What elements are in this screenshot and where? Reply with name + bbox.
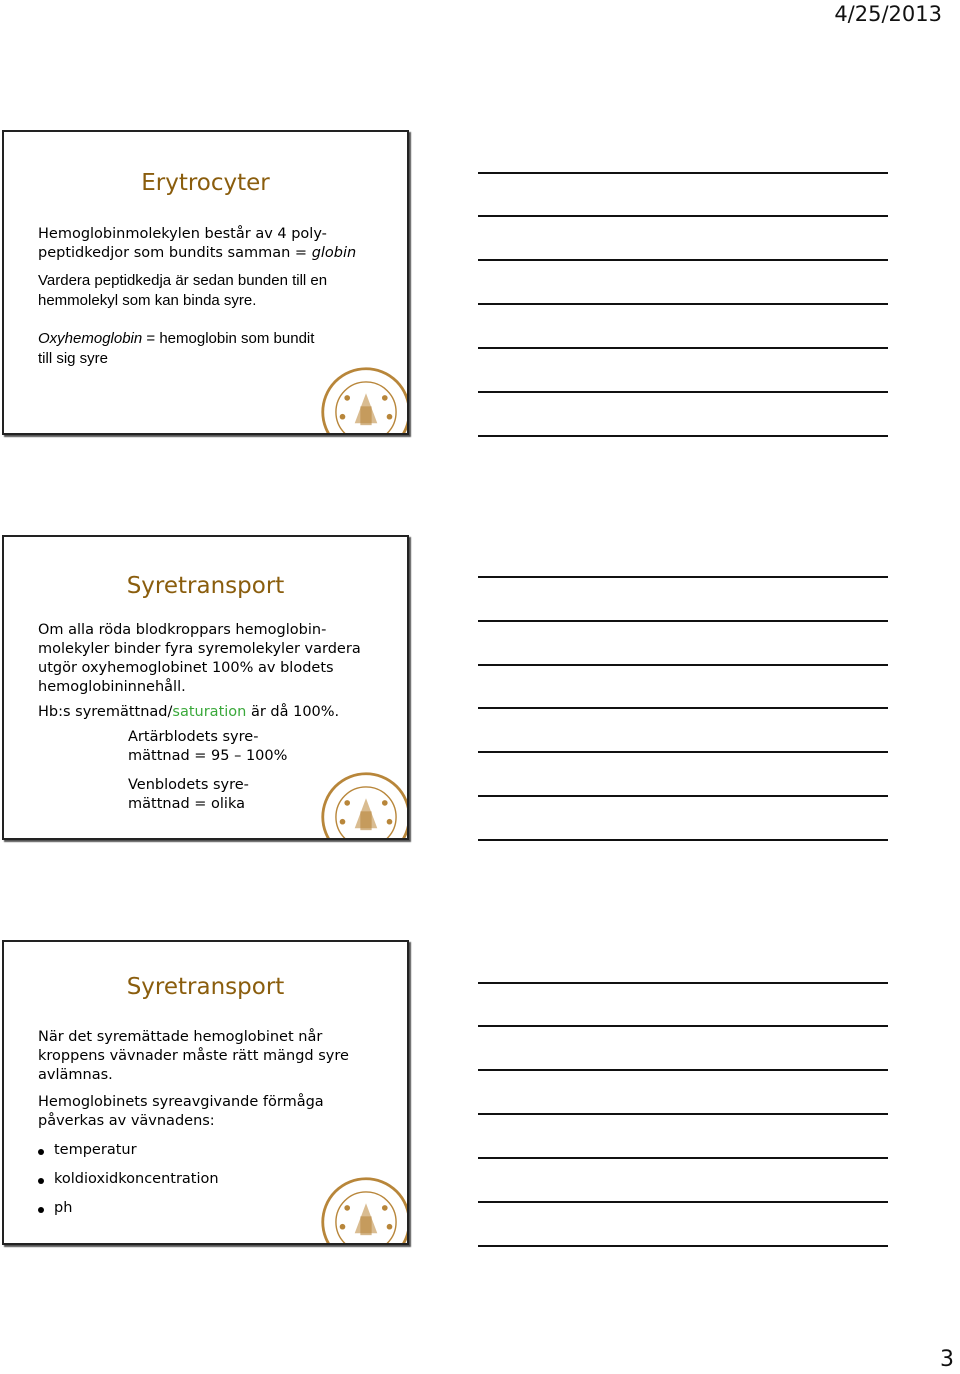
university-seal-logo bbox=[319, 365, 409, 435]
text-line: mättnad = olika bbox=[128, 796, 245, 812]
text-line: Om alla röda blodkroppars hemoglobin- bbox=[38, 622, 327, 638]
note-line bbox=[478, 795, 888, 797]
text-line: molekyler binder fyra syremolekyler vardera bbox=[38, 641, 361, 657]
text-line: Venblodets syre- bbox=[128, 777, 249, 793]
note-line bbox=[478, 576, 888, 578]
highlight-text: saturation bbox=[172, 704, 247, 720]
note-line bbox=[478, 1201, 888, 1203]
note-line bbox=[478, 259, 888, 261]
bullet-icon bbox=[38, 1207, 44, 1213]
note-line bbox=[478, 1113, 888, 1115]
note-line bbox=[478, 1245, 888, 1247]
text-line: Hemoglobinets syreavgivande förmåga bbox=[38, 1094, 324, 1110]
text-line: peptidkedjor som bundits samman = bbox=[38, 245, 312, 261]
text-line: utgör oxyhemoglobinet 100% av blodets bbox=[38, 660, 334, 676]
university-seal-logo bbox=[319, 770, 409, 840]
note-line bbox=[478, 1025, 888, 1027]
note-line bbox=[478, 982, 888, 984]
slide-title: Syretransport bbox=[126, 974, 285, 1000]
bullet-icon bbox=[38, 1149, 44, 1155]
text-line: kroppens vävnader måste rätt mängd syre bbox=[38, 1048, 349, 1064]
text-line: hemmolekyl som kan binda syre. bbox=[38, 292, 257, 309]
university-seal-logo bbox=[319, 1175, 409, 1245]
text-line: Artärblodets syre- bbox=[128, 729, 259, 745]
note-line bbox=[478, 620, 888, 622]
note-line bbox=[478, 435, 888, 437]
text-line: När det syremättade hemoglobinet når bbox=[38, 1029, 323, 1045]
text-line: Hemoglobinmolekylen består av 4 poly- bbox=[38, 226, 327, 242]
text-line: avlämnas. bbox=[38, 1067, 113, 1083]
text-line: = hemoglobin som bundit bbox=[142, 330, 315, 347]
text-line: till sig syre bbox=[38, 350, 109, 367]
emphasis-text: Oxyhemoglobin bbox=[38, 330, 143, 347]
list-item: temperatur bbox=[38, 1141, 403, 1160]
text-line: Hb:s syremättnad/ bbox=[38, 704, 173, 720]
emphasis-text: globin bbox=[311, 245, 357, 261]
text-line: påverkas av vävnadens: bbox=[38, 1113, 215, 1129]
list-item: ph bbox=[38, 1199, 403, 1218]
note-line bbox=[478, 303, 888, 305]
note-line bbox=[478, 347, 888, 349]
slide-3 bbox=[2, 940, 409, 1245]
text-line: mättnad = 95 – 100% bbox=[128, 748, 288, 764]
print-date: 4/25/2013 bbox=[834, 2, 942, 26]
slide-2 bbox=[2, 535, 409, 840]
slide-title: Erytrocyter bbox=[141, 170, 270, 196]
note-line bbox=[478, 172, 888, 174]
note-line bbox=[478, 664, 888, 666]
note-line bbox=[478, 839, 888, 841]
note-line bbox=[478, 1157, 888, 1159]
text-line: Vardera peptidkedja är sedan bunden till en bbox=[38, 272, 328, 289]
note-line bbox=[478, 751, 888, 753]
page-number: 3 bbox=[940, 1347, 954, 1372]
note-line bbox=[478, 391, 888, 393]
list-item: koldioxidkoncentration bbox=[38, 1170, 403, 1189]
bullet-icon bbox=[38, 1178, 44, 1184]
note-line bbox=[478, 215, 888, 217]
slide-title: Syretransport bbox=[126, 573, 285, 599]
note-line bbox=[478, 707, 888, 709]
text-line: är då 100%. bbox=[246, 704, 340, 720]
note-line bbox=[478, 1069, 888, 1071]
slide-body bbox=[38, 225, 398, 375]
slide-1 bbox=[2, 130, 409, 435]
text-line: hemoglobininnehåll. bbox=[38, 679, 186, 695]
